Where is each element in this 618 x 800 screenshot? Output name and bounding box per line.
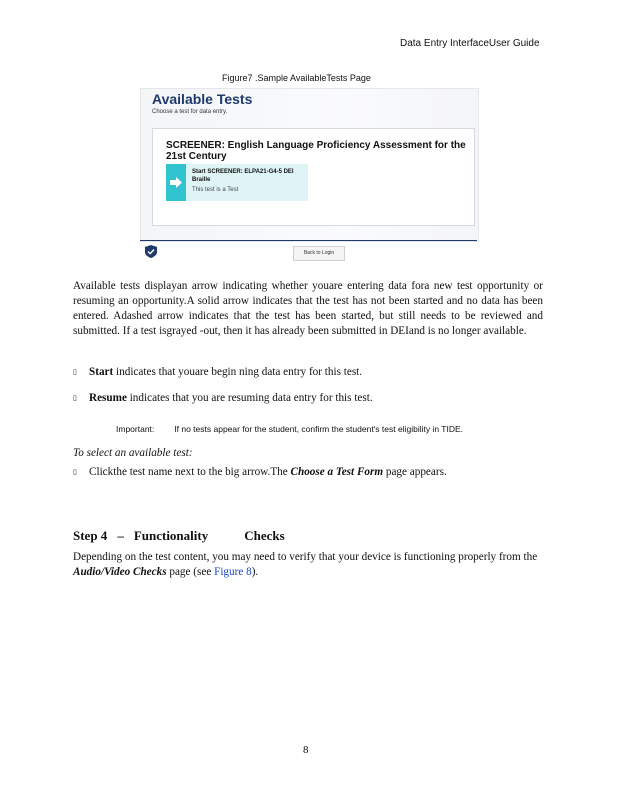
- running-header: Data Entry InterfaceUser Guide: [400, 38, 540, 49]
- test-card: [152, 128, 475, 226]
- step-para-mid: page (see: [166, 566, 215, 578]
- section-heading-step-4: [73, 528, 285, 544]
- available-tests-subheading: Choose a test for data entry.: [152, 109, 228, 115]
- resume-term: Resume: [89, 392, 127, 404]
- start-test-label: Start SCREENER: ELPA21-G4-5 DEI: [192, 169, 294, 175]
- step-number: Step 4: [73, 528, 108, 543]
- figure-caption: Figure7 .Sample AvailableTests Page: [222, 73, 371, 83]
- step-dash: –: [117, 528, 124, 543]
- bullet-marker: ▯: [73, 394, 77, 402]
- click-instruction: Clickthe test name next to the big arrow.The: [89, 466, 291, 478]
- bullet-resume: [73, 392, 373, 404]
- click-instruction-end: page appears.: [383, 466, 447, 478]
- start-description: indicates that youare begin ning data entry for this test.: [113, 366, 363, 378]
- step-4-paragraph: [73, 550, 543, 580]
- start-test-button[interactable]: [166, 164, 308, 201]
- to-select-heading: To select an available test:: [73, 447, 193, 459]
- figure-divider: [140, 240, 477, 241]
- intro-paragraph: Available tests displayan arrow indicating whether youare entering data fora new test opportunity or resuming an opportunity.A solid arrow indicates that the test has not been started and no data has been entered. Adashed arrow indicates that the test has been started, but still needs to be reviewed and submitted. If a test isgrayed -out, then it has already been submitted in DEIand is no longer available.: [73, 280, 543, 337]
- important-label: Important:: [116, 424, 155, 434]
- audio-video-checks-page-name: Audio/Video Checks: [73, 566, 167, 578]
- figure-screenshot: [140, 88, 477, 264]
- start-test-note: This test is a Test: [192, 187, 239, 193]
- choose-form-page-name: Choose a Test Form: [290, 466, 384, 478]
- available-tests-heading: Available Tests: [152, 91, 253, 107]
- start-test-format: Braille: [192, 177, 211, 183]
- page-number: 8: [303, 744, 309, 756]
- start-term: Start: [89, 366, 114, 378]
- step-para-text: Depending on the test content, you may need to verify that your device is functioning properly from the: [73, 551, 538, 563]
- shield-check-icon: [145, 245, 157, 263]
- bullet-start: [73, 366, 362, 378]
- important-text: If no tests appear for the student, confirm the student's test eligibility in TIDE.: [174, 424, 464, 434]
- step-title-part1: Functionality: [133, 528, 209, 543]
- step-title-part2: Checks: [244, 528, 285, 543]
- bullet-marker: ▯: [73, 468, 77, 476]
- resume-description: indicates that you are resuming data entry for this test.: [126, 392, 373, 404]
- important-note: [116, 424, 463, 434]
- test-card-title: SCREENER: English Language Proficiency Assessment for the 21st Century: [166, 140, 466, 162]
- arrow-right-icon: [166, 164, 186, 201]
- bullet-marker: ▯: [73, 368, 77, 376]
- step-para-end: ).: [251, 566, 259, 578]
- figure-8-link[interactable]: Figure 8: [214, 566, 252, 578]
- bullet-click-test: [73, 466, 447, 478]
- back-to-login-button[interactable]: Back to Login: [293, 246, 345, 261]
